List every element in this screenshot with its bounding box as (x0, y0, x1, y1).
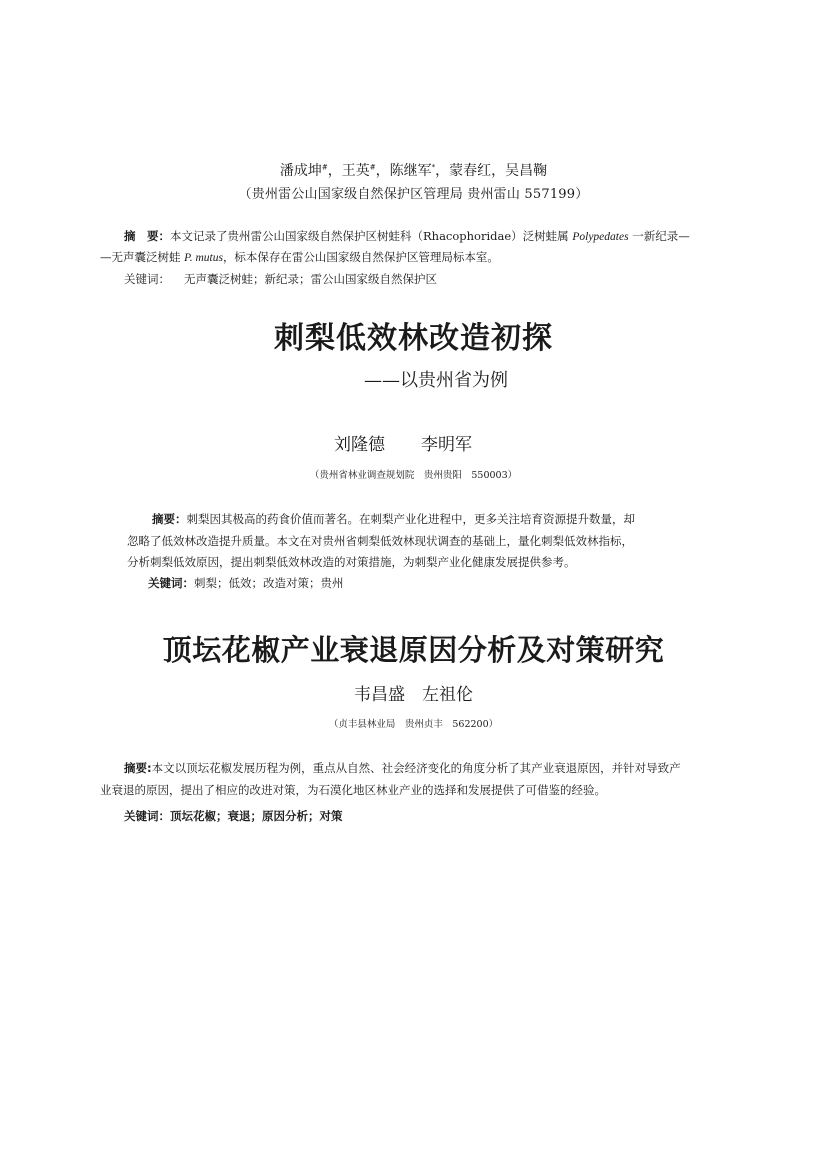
article1-abstract-line2 (100, 249, 499, 265)
author-name: ，陈继军 (375, 163, 432, 179)
keywords-text: 无声囊泛树蛙；新纪录；雷公山国家级自然保护区 (184, 272, 437, 286)
abstract-text: 本文以顶坛花椒发展历程为例，重点从自然、社会经济变化的角度分析了其产业衰退原因，并针对导致产 (151, 761, 681, 775)
author-name: ，蒙春红，吴昌鞠 (435, 163, 548, 179)
article1-authors (0, 160, 827, 180)
keywords-label: 关键词： (124, 272, 170, 286)
author-mark: # (321, 163, 328, 172)
author-name: 潘成坤 (279, 163, 322, 179)
keywords-label: 关键词： (148, 576, 194, 590)
article3-keywords: 关键词：顶坛花椒；衰退；原因分析；对策 (124, 809, 343, 823)
article1-keywords (124, 271, 437, 287)
article2-abstract-line3: 分析刺梨低效原因，提出刺梨低效林改造的对策措施，为刺梨产业化健康发展提供参考。 (127, 555, 576, 569)
author-mark: # (369, 163, 376, 172)
article2-abstract-line2: 忽略了低效林改造提升质量。本文在对贵州省刺梨低效林现状调查的基础上，量化刺梨低效林指标， (127, 534, 633, 548)
abstract-text: 刺梨因其极高的药食价值而著名。在刺梨产业化进程中，更多关注培育资源提升数量，却 (186, 512, 635, 526)
article3-title: 顶坛花椒产业衰退原因分析及对策研究 (162, 633, 665, 667)
article2-affiliation: （贵州省林业调查规划院 贵州贵阳 550003） (309, 470, 518, 481)
abstract-text: ，标本保存在雷公山国家级自然保护区管理局标本室。 (222, 250, 499, 264)
article1-affiliation: （贵州雷公山国家级自然保护区管理局 贵州雷山 557199） (238, 187, 589, 202)
species-name: Polypedates (572, 231, 629, 243)
article3-authors: 韦昌盛 左祖伦 (354, 685, 473, 705)
abstract-text: 一新纪录— (628, 229, 690, 243)
author-name: 刘隆德 (334, 435, 385, 455)
abstract-text: —无声囊泛树蛙 (100, 250, 185, 264)
abstract-text: 本文记录了贵州雷公山国家级自然保护区树蛙科（Rhacophoridae）泛树蛙属 (170, 229, 573, 243)
abstract-label: 摘 要： (124, 229, 170, 243)
article3-abstract-line2: 业衰退的原因，提出了相应的改进对策，为石漠化地区林业产业的选择和发展提供了可借鉴的经验。 (100, 783, 606, 797)
abstract-label: 摘要： (152, 512, 187, 526)
author-mark: * (431, 163, 436, 172)
article2-title: 刺梨低效林改造初探 (274, 321, 553, 356)
article2-keywords (148, 575, 344, 591)
article2-subtitle: ——以贵州省为例 (364, 370, 508, 391)
article3-affiliation: （贞丰县林业局 贵州贞丰 562200） (328, 719, 499, 730)
keywords-text: 刺梨；低效；改造对策；贵州 (194, 576, 344, 590)
author-name: 李明军 (421, 435, 472, 455)
abstract-label: 摘要: (124, 761, 152, 775)
author-name: ，王英 (327, 163, 370, 179)
article3-abstract-line1 (124, 760, 681, 776)
species-name: P. mutus (184, 252, 223, 264)
article1-abstract-line1 (124, 228, 690, 244)
article2-authors (334, 430, 472, 455)
article2-abstract-line1 (152, 511, 635, 527)
